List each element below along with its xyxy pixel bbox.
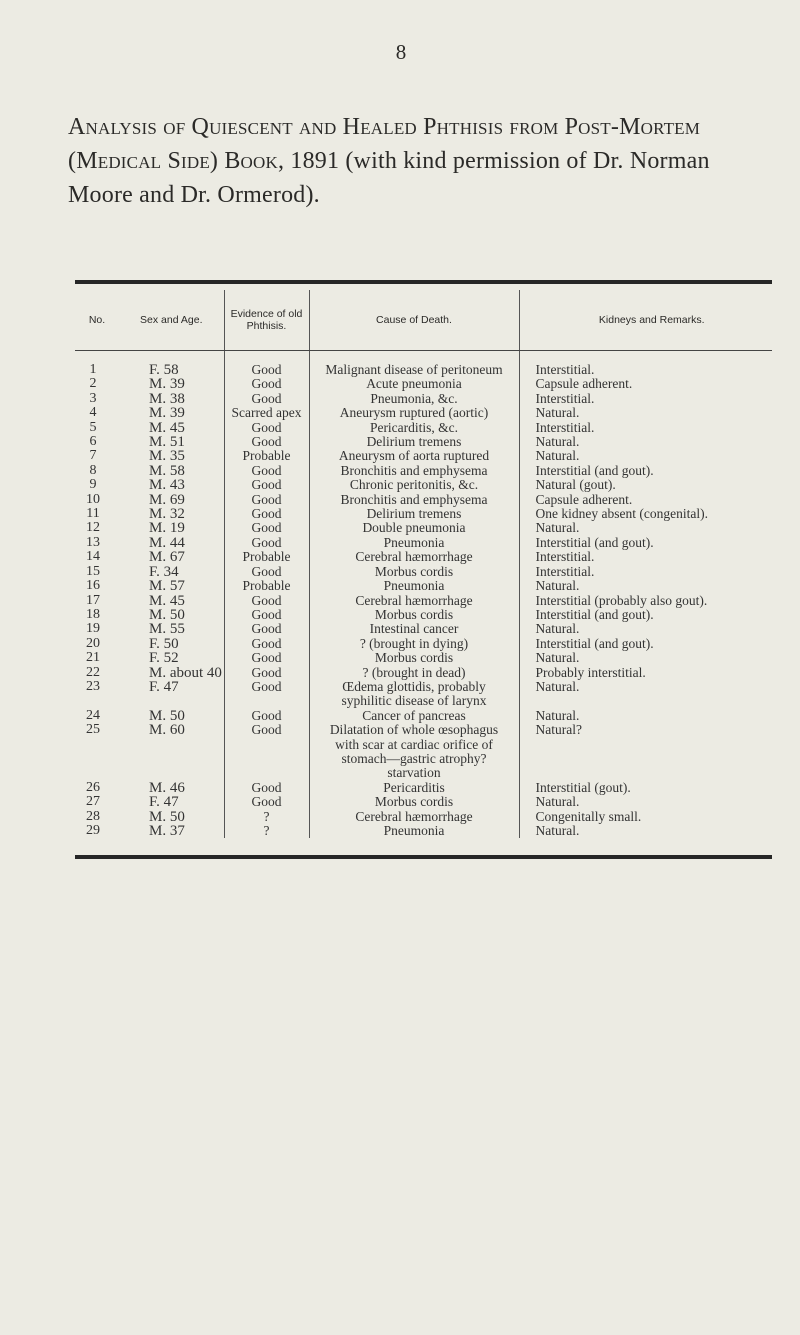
cause-cell: Intestinal cancer [369,621,459,637]
sex-age-cell: M. 50 [149,606,185,623]
evidence-cell: Good [224,536,309,550]
sex-age-cell: M. 43 [149,477,185,494]
kidneys-cell: Natural. [519,795,772,809]
kidneys-cell: Natural. [519,651,772,665]
kidneys-cell: Natural. [519,709,772,723]
table-row [75,478,772,492]
table-row [75,550,772,564]
table-row [75,622,772,636]
evidence-cell: Probable [224,579,309,593]
table-row [75,377,772,391]
sex-age-cell: M. 67 [149,549,185,566]
table-row [75,536,772,550]
row-number: 25 [86,722,100,738]
table-row [75,680,772,709]
kidneys-cell: Interstitial. [519,550,772,564]
table-row [75,810,772,824]
cause-cell: Pericarditis [383,779,445,795]
table-row [75,651,772,665]
evidence-cell: Good [224,680,309,709]
row-number: 7 [89,448,97,464]
kidneys-cell: Natural. [519,406,772,420]
header-sex-age: Sex and Age. [119,290,224,351]
sex-age-cell: M. 58 [149,462,185,479]
cause-cell: Aneurysm of aorta ruptured [338,448,490,464]
row-number: 20 [86,635,100,651]
evidence-cell: Good [224,622,309,636]
evidence-cell: Good [224,795,309,809]
row-number: 14 [86,549,100,565]
cause-cell: Aneurysm ruptured (aortic) [339,405,489,421]
kidneys-cell: Natural. [519,680,772,709]
kidneys-cell: Capsule adherent. [519,493,772,507]
row-number: 8 [89,462,97,478]
cause-cell: Delirium tremens [366,506,462,522]
sex-age-cell: M. 45 [149,592,185,609]
cause-cell: Cerebral hæmorrhage [355,592,473,608]
cause-cell: Œdema glottidis, probably syphilitic disease of larynx [341,678,487,709]
sex-age-cell: M. 51 [149,434,185,451]
row-number: 17 [86,592,100,608]
table-row [75,493,772,507]
cause-cell: Cerebral hæmorrhage [355,808,473,824]
title-lead: Analysis of Quiescent and Healed Phthisis from Post-Mortem (Medical Side) Book [68,114,701,174]
table-bottom-rule [75,855,772,859]
row-number: 21 [86,650,100,666]
kidneys-cell: Natural. [519,824,772,838]
evidence-cell: Good [224,637,309,651]
table-row [75,824,772,838]
row-number: 16 [86,578,100,594]
sex-age-cell: F. 58 [149,362,179,378]
table-row [75,594,772,608]
sex-age-cell: M. 19 [149,520,185,537]
evidence-cell: Good [224,781,309,795]
row-number: 6 [89,434,97,450]
table-row [75,421,772,435]
evidence-cell: Good [224,493,309,507]
table-row [75,565,772,579]
evidence-cell: Probable [224,449,309,463]
row-number: 4 [89,405,97,421]
row-number: 12 [86,520,100,536]
table-row [75,723,772,781]
kidneys-cell: Natural. [519,579,772,593]
row-number: 23 [86,678,100,694]
sex-age-cell: M. 38 [149,390,185,407]
row-number: 18 [86,606,100,622]
table-row [75,464,772,478]
evidence-cell: Probable [224,550,309,564]
kidneys-cell: Natural (gout). [519,478,772,492]
evidence-cell: Good [224,709,309,723]
table-row [75,406,772,420]
sex-age-cell: M. 57 [149,578,185,595]
sex-age-cell: M. 50 [149,707,185,724]
cause-cell: ? (brought in dead) [362,664,466,680]
header-no: No. [75,290,119,351]
sex-age-cell: M. about 40 [149,664,222,681]
cause-cell: Bronchitis and emphysema [340,462,488,478]
kidneys-cell: Interstitial (probably also gout). [519,594,772,608]
table-row [75,521,772,535]
kidneys-cell: Interstitial (and gout). [519,464,772,478]
evidence-cell: Good [224,723,309,781]
table-top-rule [75,280,772,284]
cause-cell: Cerebral hæmorrhage [355,549,473,565]
sex-age-cell: F. 34 [149,563,179,580]
sex-age-cell: M. 45 [149,419,185,436]
table-row [75,781,772,795]
row-number: 22 [86,664,100,680]
kidneys-cell: Probably interstitial. [519,666,772,680]
row-number: 3 [89,390,97,406]
row-number: 24 [86,707,100,723]
table-row [75,637,772,651]
sex-age-cell: M. 35 [149,448,185,465]
kidneys-cell: Natural. [519,435,772,449]
kidneys-cell: Interstitial (and gout). [519,536,772,550]
cause-cell: Chronic peritonitis, &c. [349,477,479,493]
kidneys-cell: Interstitial. [519,565,772,579]
evidence-cell: Good [224,594,309,608]
row-number: 13 [86,534,100,550]
cause-cell: ? (brought in dying) [359,635,469,651]
row-number: 15 [86,563,100,579]
kidneys-cell: Natural. [519,521,772,535]
kidneys-cell: Congenitally small. [519,810,772,824]
sex-age-cell: F. 50 [149,635,179,652]
kidneys-cell: Interstitial (and gout). [519,637,772,651]
evidence-cell: Good [224,507,309,521]
sex-age-cell: M. 46 [149,779,185,796]
evidence-cell: Good [224,478,309,492]
row-number: 29 [86,823,100,838]
kidneys-cell: One kidney absent (congenital). [519,507,772,521]
cause-cell: Pneumonia [383,534,445,550]
evidence-cell: Good [224,565,309,579]
header-cause: Cause of Death. [309,290,519,351]
table-row [75,608,772,622]
sex-age-cell: M. 44 [149,534,185,551]
cause-cell: Pneumonia [383,578,445,594]
cause-cell: Malignant disease of peritoneum [325,362,503,377]
evidence-cell: Good [224,435,309,449]
row-number: 26 [86,779,100,795]
evidence-cell: Scarred apex [224,406,309,420]
kidneys-cell: Natural. [519,622,772,636]
sex-age-cell: F. 52 [149,650,179,667]
sex-age-cell: M. 32 [149,506,185,523]
analysis-table [75,290,772,838]
evidence-cell: Good [224,377,309,391]
page-number: 8 [395,40,407,64]
cause-cell: Morbus cordis [374,794,454,810]
evidence-cell: ? [224,824,309,838]
table-row [75,666,772,680]
sex-age-cell: M. 50 [149,808,185,825]
sex-age-cell: M. 60 [149,722,185,739]
evidence-cell: Good [224,666,309,680]
evidence-cell: ? [224,810,309,824]
table-row [75,449,772,463]
title-tail: , 1891 (with kind permission of Dr. Norman Moore and Dr. Ormerod). [68,148,710,208]
cause-cell: Dilatation of whole œsophagus with scar at cardiac orifice of stomach—gastric atrophy? starvation [329,722,499,781]
sex-age-cell: M. 39 [149,376,185,393]
kidneys-cell: Capsule adherent. [519,377,772,391]
kidneys-cell: Interstitial (gout). [519,781,772,795]
kidneys-cell: Interstitial. [519,351,772,378]
cause-cell: Pneumonia [383,823,445,838]
table-row [75,579,772,593]
kidneys-cell: Interstitial. [519,392,772,406]
evidence-cell: Good [224,464,309,478]
table-row [75,392,772,406]
row-number: 1 [89,362,97,377]
cause-cell: Pericarditis, &c. [369,419,459,435]
header-kidneys: Kidneys and Remarks. [519,290,772,351]
kidneys-cell: Interstitial (and gout). [519,608,772,622]
row-number: 10 [86,491,100,507]
row-number: 2 [89,376,97,392]
row-number: 27 [86,794,100,810]
evidence-cell: Good [224,521,309,535]
cause-cell: Acute pneumonia [366,376,462,392]
table-row [75,795,772,809]
cause-cell: Cancer of pancreas [362,707,466,723]
evidence-cell: Good [224,421,309,435]
page-title [68,110,768,212]
table-row [75,709,772,723]
cause-cell: Bronchitis and emphysema [340,491,488,507]
table-row [75,507,772,521]
cause-cell: Delirium tremens [366,434,462,450]
sex-age-cell: M. 69 [149,491,185,508]
row-number: 28 [86,808,100,824]
kidneys-cell: Natural? [519,723,772,781]
evidence-cell: Good [224,351,309,378]
cause-cell: Morbus cordis [374,650,454,666]
table-row [75,351,772,378]
kidneys-cell: Interstitial. [519,421,772,435]
sex-age-cell: F. 47 [149,794,179,811]
header-evidence: Evidence of old Phthisis. [224,290,309,351]
row-number: 11 [86,506,100,522]
table-header-row [75,290,772,351]
row-number: 5 [89,419,97,435]
evidence-cell: Good [224,608,309,622]
cause-cell: Morbus cordis [374,563,454,579]
cause-cell: Pneumonia, &c. [370,390,458,406]
cause-cell: Morbus cordis [374,606,454,622]
cause-cell: Double pneumonia [362,520,466,536]
row-number: 19 [86,621,100,637]
table-row [75,435,772,449]
evidence-cell: Good [224,392,309,406]
sex-age-cell: M. 37 [149,823,185,839]
sex-age-cell: M. 39 [149,405,185,422]
row-number: 9 [89,477,97,493]
sex-age-cell: F. 47 [149,678,179,695]
kidneys-cell: Natural. [519,449,772,463]
sex-age-cell: M. 55 [149,621,185,638]
evidence-cell: Good [224,651,309,665]
